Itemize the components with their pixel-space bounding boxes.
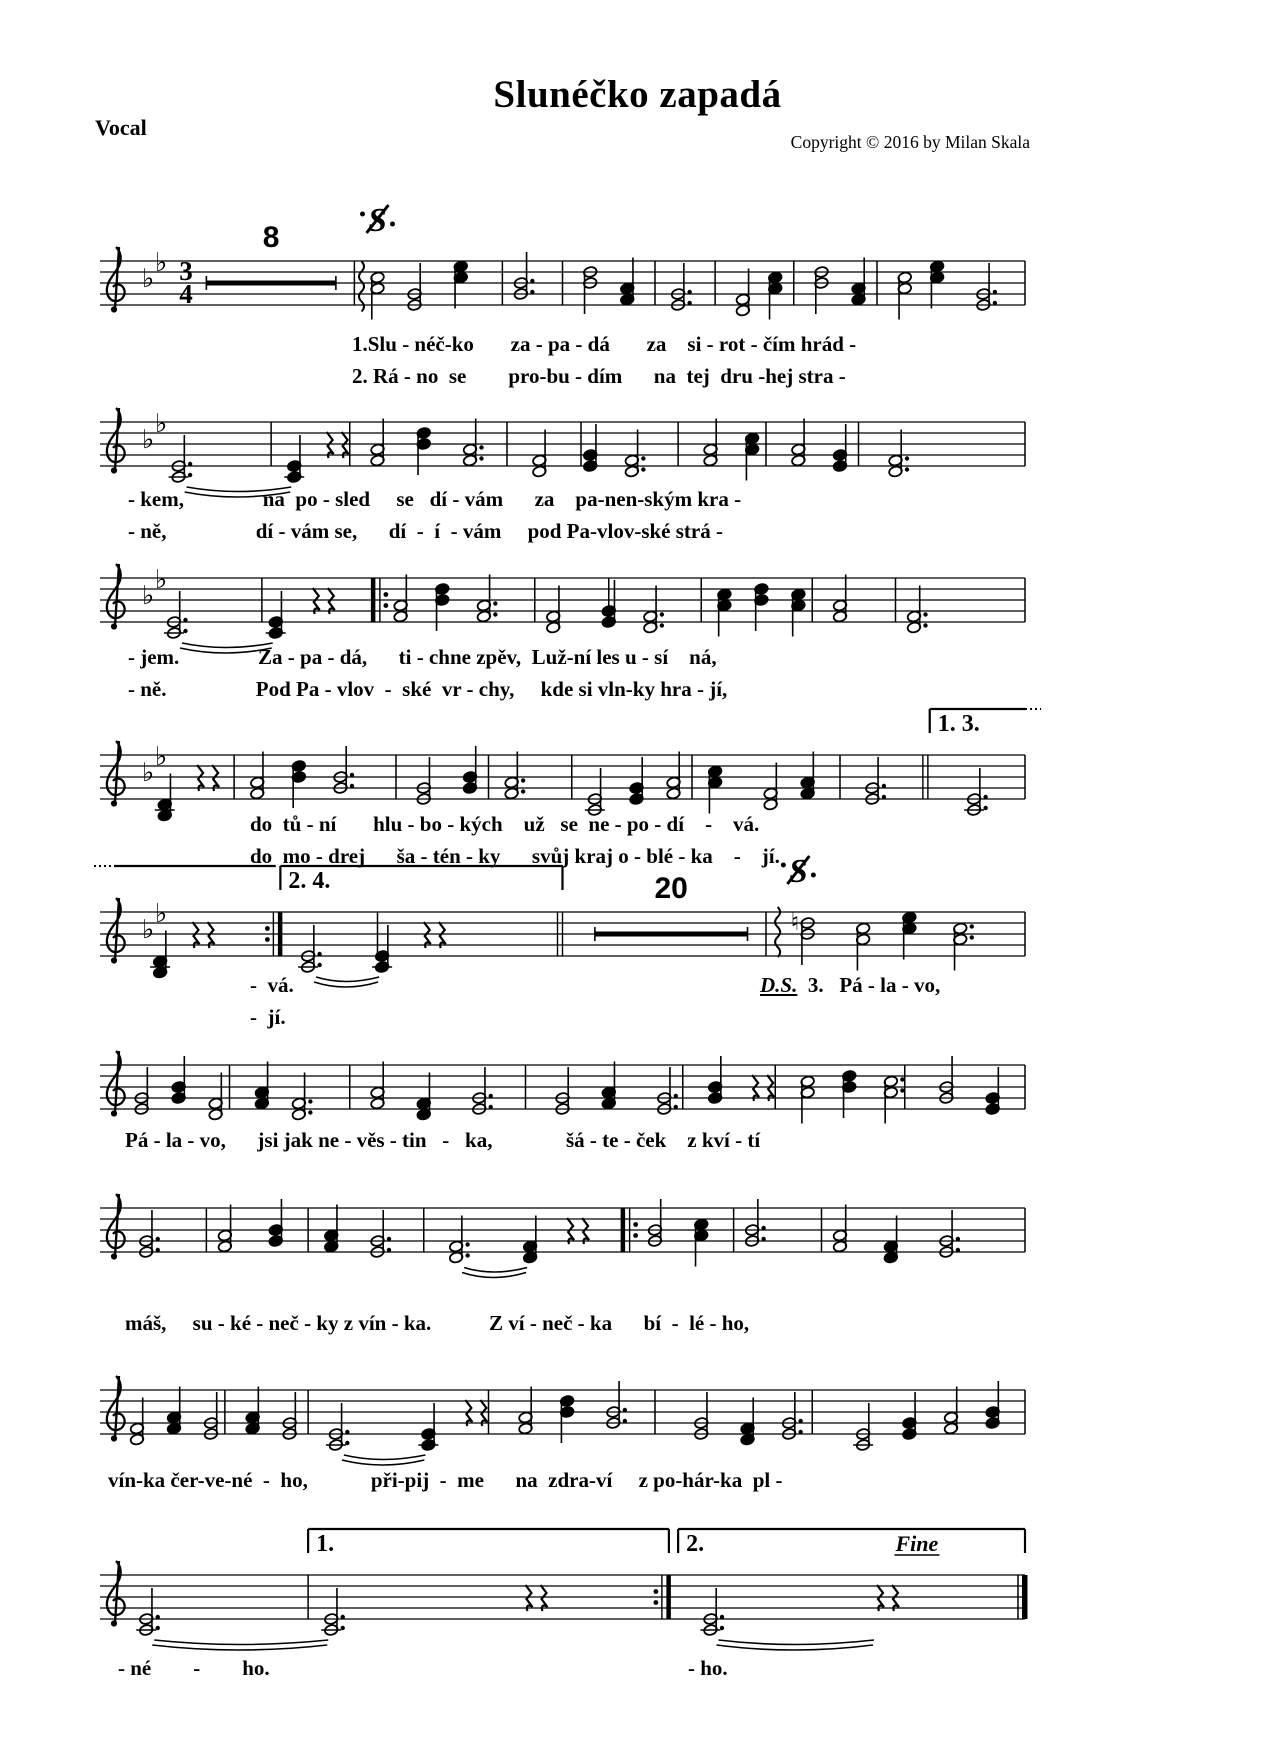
augmentation-dot [387,1237,391,1241]
augmentation-dot [660,612,664,616]
flat-sign-icon: ♭ [142,915,155,945]
augmentation-dot [489,1105,493,1109]
repeat-dot [653,1589,658,1594]
lyric-line: - jí. [250,1005,286,1029]
volta-number: 1. [316,1531,335,1557]
lyric-line: Pá - la - vo, jsi jak ne - věs - tin - ka, šá - te - ček z kví - tí [125,1128,761,1152]
flat-sign-icon: ♭ [142,581,155,611]
quarter-rest-icon [541,1585,548,1611]
augmentation-dot [983,795,987,799]
treble-clef-icon [111,467,117,473]
augmentation-dot [956,1237,960,1241]
natural-sign-icon: ♮ [790,908,800,936]
augmentation-dot [720,1615,724,1619]
augmentation-dot [308,1110,312,1114]
augmentation-dot [641,467,645,471]
augmentation-dot [970,935,974,939]
augmentation-dot [183,618,187,622]
augmentation-dot [798,1430,802,1434]
augmentation-dot [905,456,909,460]
volta-number: 1. 3. [937,711,980,737]
repeat-dot [265,937,270,942]
lyric-line: - né - ho. [118,1656,270,1680]
flat-sign-icon: ♭ [142,264,155,294]
quarter-rest-icon [567,1218,574,1244]
arpeggio-icon [775,907,780,957]
multirest-bar [206,281,336,286]
treble-clef-icon [111,623,117,629]
treble-clef-icon [111,1110,117,1116]
quarter-rest-icon [208,922,215,948]
augmentation-dot [188,473,192,477]
lyric-line: - ho. [688,1656,728,1680]
augmentation-dot [923,612,927,616]
augmentation-dot [970,924,974,928]
treble-clef-icon [111,1620,117,1626]
augmentation-dot [465,1253,469,1257]
augmentation-dot [156,1248,160,1252]
time-sig-denominator: 4 [179,279,193,309]
quarter-rest-icon [328,588,335,614]
repeat-dot [383,603,388,608]
quarter-rest-icon [197,765,204,791]
part-label: Vocal [95,115,147,140]
quarter-rest-icon [313,588,320,614]
arpeggio-icon [359,262,364,312]
flat-sign-icon: ♭ [155,742,168,772]
augmentation-dot [493,612,497,616]
augmentation-dot [489,1094,493,1098]
augmentation-dot [188,462,192,466]
copyright-text: Copyright © 2016 by Milan Skala [790,132,1030,152]
augmentation-dot [493,601,497,605]
treble-clef-icon [111,306,117,312]
augmentation-dot [317,963,321,967]
flat-sign-icon: ♭ [155,899,168,929]
time-sig-numerator: 3 [179,256,193,286]
quarter-rest-icon [465,1400,472,1426]
segno-icon: S [788,853,808,890]
tie [152,1645,327,1650]
lyric-line: - jem. Za - pa - dá, ti - chne zpěv, Luž-ní les u - sí ná, [128,645,717,669]
flat-sign-icon: ♭ [155,409,168,439]
lyric-line: do tů - ní hlu - bo - kých už se ne - po - dí - vá. [250,812,760,836]
quarter-rest-icon [327,432,334,458]
augmentation-dot [341,1626,345,1630]
augmentation-dot [882,795,886,799]
augmentation-dot [341,1615,345,1619]
augmentation-dot [956,1248,960,1252]
lyric-line: máš, su - ké - neč - ky z vín - ka. Z ví - neč - ka bí - lé - ho, [125,1311,750,1335]
lyric-line: 1.Slu - néč-ko za - pa - dá za si - rot - čím hrád - [352,332,857,356]
quarter-rest-icon [439,922,446,948]
repeat-start-barline [621,1208,626,1252]
augmentation-dot [387,1248,391,1252]
augmentation-dot [308,1099,312,1103]
multirest-number: 8 [262,221,280,254]
repeat-end-barline [666,1575,671,1619]
augmentation-dot [479,456,483,460]
augmentation-dot [623,1419,627,1423]
treble-clef-icon [111,957,117,963]
quarter-rest-icon [212,765,219,791]
treble-clef-icon [111,800,117,806]
augmentation-dot [465,1242,469,1246]
augmentation-dot [761,1237,765,1241]
augmentation-dot [923,623,927,627]
treble-clef-icon [111,1435,117,1441]
lyric-line: - ně. Pod Pa - vlov - ské vr - chy, kde si vln-ky hra - jí, [128,677,728,701]
augmentation-dot [345,1430,349,1434]
augmentation-dot [993,290,997,294]
repeat-dot [383,592,388,597]
multirest-number: 20 [654,872,688,905]
quarter-rest-icon [480,1400,487,1426]
augmentation-dot [156,1615,160,1619]
lyric-line: - vá. [250,973,294,997]
augmentation-dot [761,1226,765,1230]
quarter-rest-icon [877,1585,884,1611]
repeat-dot [633,1233,638,1238]
tie [316,977,379,982]
augmentation-dot [882,784,886,788]
segno-icon [811,873,816,878]
lyric-line: - ně, dí - vám se, dí - í - vám pod Pa-vlov-ské strá - [128,519,723,543]
augmentation-dot [900,1077,904,1081]
augmentation-dot [983,806,987,810]
augmentation-dot [350,784,354,788]
repeat-start-barline [371,578,376,622]
quarter-rest-icon [582,1218,589,1244]
segno-icon [781,863,786,868]
quarter-rest-icon [526,1585,533,1611]
quarter-rest-icon [193,922,200,948]
repeat-dot [633,1222,638,1227]
repeat-dot [265,926,270,931]
augmentation-dot [530,279,534,283]
augmentation-dot [156,1237,160,1241]
augmentation-dot [641,456,645,460]
volta-number: 2. 4. [288,868,331,894]
flat-sign-icon: ♭ [142,425,155,455]
fine-label: Fine [895,1531,939,1556]
augmentation-dot [798,1419,802,1423]
augmentation-dot [900,1088,904,1092]
treble-clef-icon [111,1253,117,1259]
flat-sign-icon: ♭ [155,248,168,278]
augmentation-dot [905,467,909,471]
quarter-rest-icon [424,922,431,948]
tie [314,982,378,987]
augmentation-dot [687,290,691,294]
augmentation-dot [674,1105,678,1109]
lyric-line: do mo - drej ša - tén - ky svůj kraj o - blé - ka - jí. [250,844,780,868]
tie [462,1273,526,1278]
augmentation-dot [530,290,534,294]
quarter-rest-icon [342,432,349,458]
flat-sign-icon: ♭ [155,565,168,595]
augmentation-dot [720,1626,724,1630]
augmentation-dot [674,1094,678,1098]
tie [342,1460,425,1465]
lyric-line: - kem, na po - sled se dí - vám za pa-nen-ským kra - [128,487,742,511]
lyric-line: 2. Rá - no se pro-bu - dím na tej dru -hej stra - [352,364,846,388]
repeat-end-barline [278,912,283,956]
segno-icon: S [368,202,387,239]
quarter-rest-icon [892,1585,899,1611]
piece-title: Slunéčko zapadá [493,73,782,116]
augmentation-dot [350,773,354,777]
tie [154,1640,328,1645]
quarter-rest-icon [752,1075,759,1101]
augmentation-dot [521,778,525,782]
segno-icon [390,222,395,227]
quarter-rest-icon [767,1075,774,1101]
repeat-dot [653,1600,658,1605]
final-barline [1022,1575,1028,1619]
tie [719,1640,875,1645]
augmentation-dot [345,1441,349,1445]
lyric-line: vín-ka čer-ve-né - ho, při-pij - me na zdra-ví z po-hár-ka pl - [108,1468,783,1492]
lyric-line: D.S. 3. Pá - la - vo, [760,973,941,997]
multirest-bar [595,932,748,937]
augmentation-dot [993,301,997,305]
tie [344,1455,426,1460]
augmentation-dot [156,1626,160,1630]
augmentation-dot [183,629,187,633]
augmentation-dot [687,301,691,305]
tie [464,1268,527,1273]
augmentation-dot [623,1408,627,1412]
augmentation-dot [660,623,664,627]
segno-icon [360,212,365,217]
ds-marker: D.S. [760,973,798,997]
tie [717,1645,874,1650]
volta-number: 2. [686,1531,705,1557]
augmentation-dot [521,789,525,793]
augmentation-dot [317,952,321,956]
flat-sign-icon: ♭ [142,758,155,788]
augmentation-dot [479,445,483,449]
